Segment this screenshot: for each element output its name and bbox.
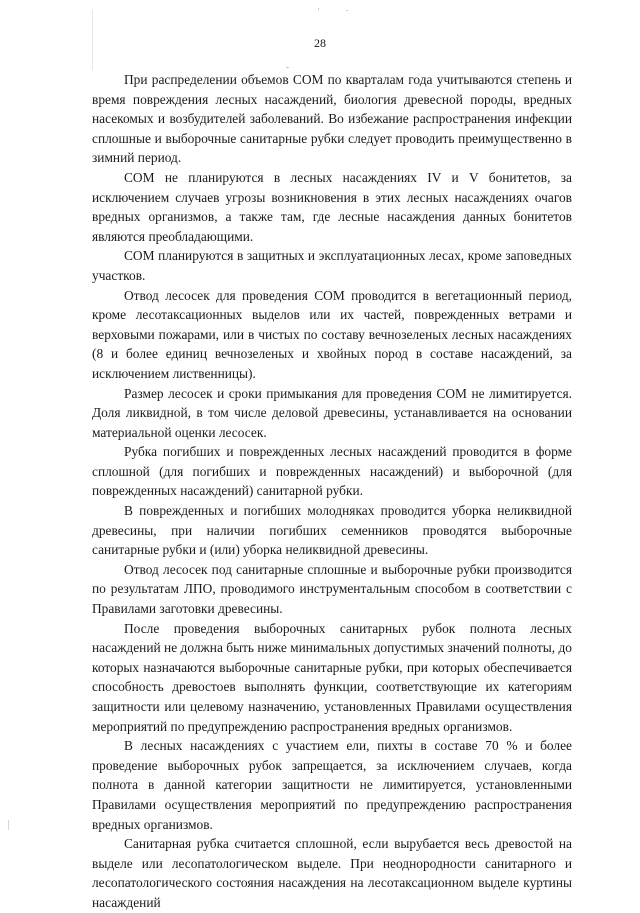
paragraph: Отвод лесосек для проведения СОМ проводится в вегетационный период, кроме лесотаксационных выделов или их частей, поврежденных ветрами и верховыми пожарами, или в чистых по составу вечнозеленых лесных насаждениях (8 и более единиц вечнозеленых и хвойных пород в составе насаждений, за исключением лиственницы). bbox=[92, 287, 572, 381]
paragraph: Рубка погибших и поврежденных лесных насаждений проводится в форме сплошной (для погибших и поврежденных насаждений) и выборочной (для поврежденных насаждений) санитарной рубки. bbox=[92, 444, 572, 499]
scan-artifact bbox=[8, 820, 9, 830]
paragraph: СОМ планируются в защитных и эксплуатационных лесах, кроме заповедных участков. bbox=[92, 248, 572, 283]
paragraph: Размер лесосек и сроки примыкания для проведения СОМ не лимитируется. Доля ликвидной, в том числе деловой древесины, устанавливается на основании материальной оценки лесосек. bbox=[92, 385, 572, 440]
paragraph: СОМ не планируются в лесных насаждениях IV и V бонитетов, за исключением случаев угрозы возникновения в этих лесных насаждениях очагов вредных организмов, а также там, где лесные насаждения данных бонитетов являются преобладающими. bbox=[92, 169, 572, 244]
paragraph: Санитарная рубка считается сплошной, если вырубается весь древостой на выделе или лесопатологическом выделе. При неоднородности санитарного и лесопатологического состояния насаждения на лесотаксационном выделе куртины насаждений bbox=[92, 836, 572, 910]
scan-artifact bbox=[318, 8, 319, 10]
document-body bbox=[92, 70, 572, 913]
paragraph: Отвод лесосек под санитарные сплошные и выборочные рубки производится по результатам ЛПО, проводимого инструментальным способом в соответствии с Правилами заготовки древесины. bbox=[92, 561, 572, 617]
scan-artifact bbox=[286, 67, 289, 68]
paragraph: При распределении объемов СОМ по кварталам года учитываются степень и время повреждения лесных насаждений, биология древесной породы, вредных насекомых и возбудителей заболеваний. Во избежание распространения инфекции сплошные и выборочные санитарные рубки следует проводить преимущественно в зимний период. bbox=[92, 72, 572, 166]
page-number: 28 bbox=[314, 36, 326, 50]
scan-artifact bbox=[346, 10, 348, 11]
paragraph: После проведения выборочных санитарных рубок полнота лесных насаждений не должна быть ниже минимальных допустимых значений полноты, до которых назначаются выборочные санитарные рубки, при которых обеспечивается способность древостоев выполнять функции, соответствующие их категориям защитности или целевому назначению, установленных Правилами осуществления мероприятий по предупреждению распространения вредных организмов. bbox=[92, 620, 572, 734]
paragraph: В поврежденных и погибших молодняках проводится уборка неликвидной древесины, при наличии погибших семенников проводятся выборочные санитарные рубки и (или) уборка неликвидной древесины. bbox=[92, 503, 572, 558]
paragraph: В лесных насаждениях с участием ели, пихты в составе 70 % и более проведение выборочных рубок запрещается, за исключением случаев, когда полнота в данной категории защитности не лимитируется, установленными Правилами осуществления мероприятий по предупреждению распространения вредных организмов. bbox=[92, 738, 572, 832]
